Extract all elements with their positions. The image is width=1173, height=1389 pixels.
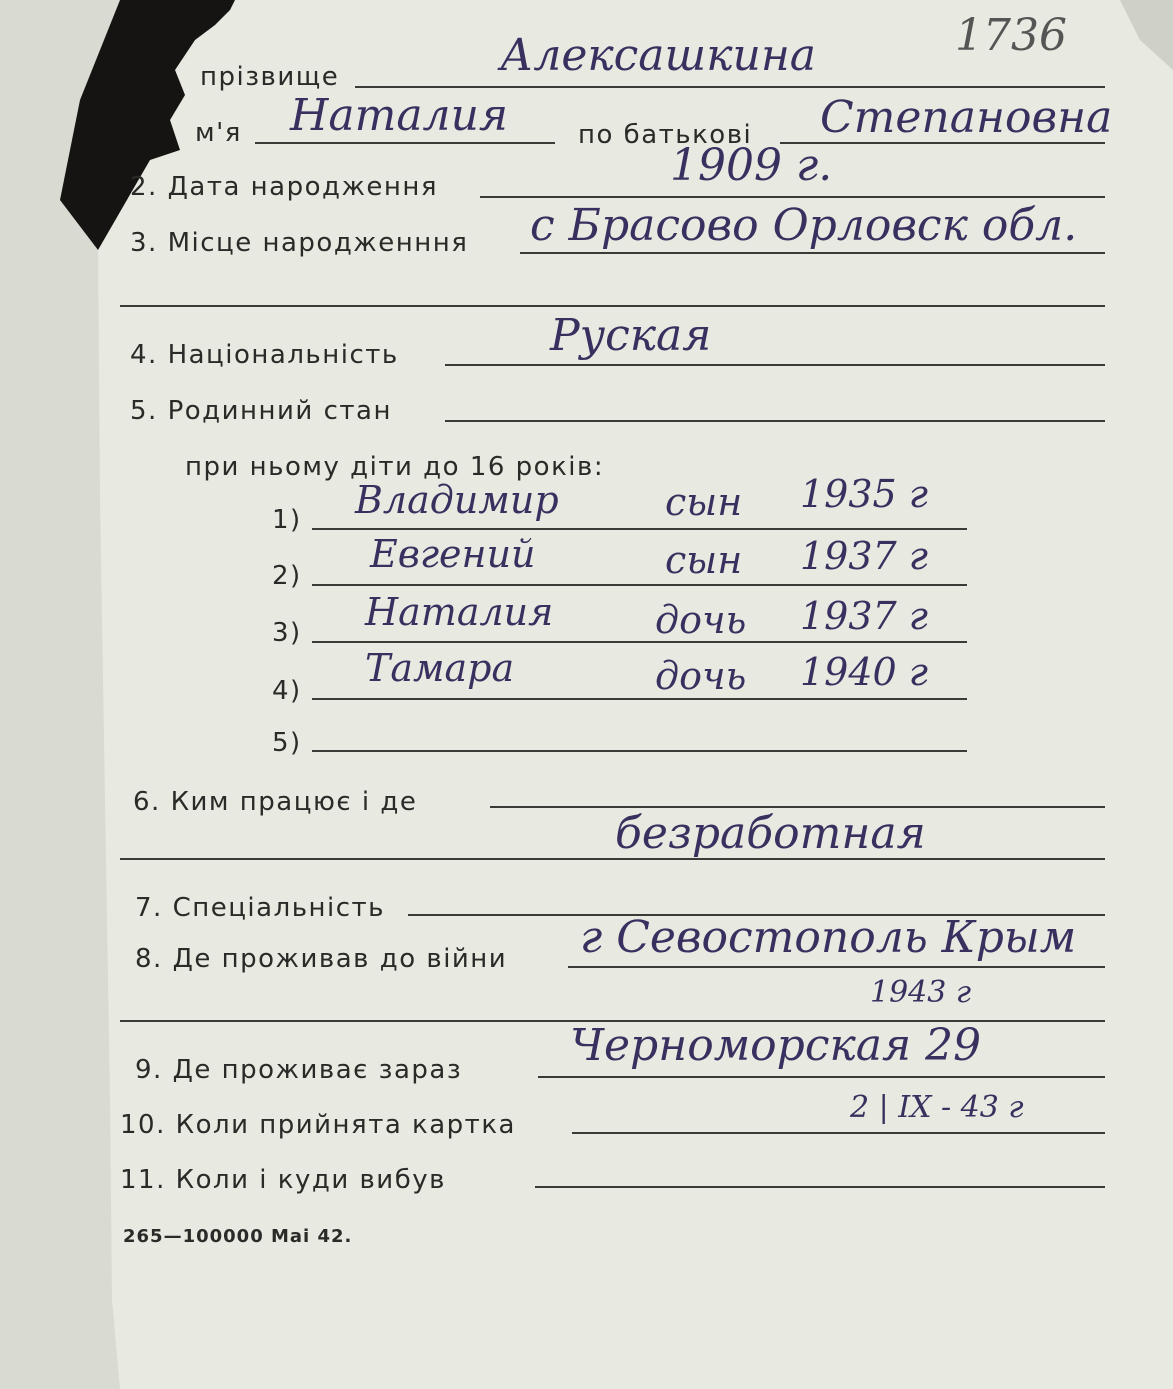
patronymic-label: по батькові [578,120,753,150]
child-4-label: 4) [272,676,302,706]
departure-label: 11. Коли і куди вибув [120,1165,446,1195]
children-label: при ньому діти до 16 років: [185,452,605,482]
card-accepted-line [572,1132,1105,1134]
family-status-line [445,420,1105,422]
surname-value: Алексашкина [500,30,817,81]
occupation-line-2 [120,858,1105,860]
occupation-label: 6. Ким працює і де [133,787,418,817]
name-value: Наталия [290,90,509,141]
birth-date-value: 1909 г. [670,140,833,191]
birth-place-label: 3. Місце народженння [130,228,469,258]
birth-place-line [520,252,1105,254]
child-1-label: 1) [272,505,302,535]
child-2-relation: сын [665,538,743,582]
child-1-year: 1935 г [800,472,928,516]
specialty-label: 7. Спеціальність [135,893,386,923]
surname-label: прізвище [200,62,340,92]
child-3-line [312,641,967,643]
birth-date-line [480,196,1105,198]
current-residence-label: 9. Де проживає зараз [135,1055,463,1085]
card-number: 1736 [955,10,1067,61]
birth-date-label: 2. Дата народження [130,172,439,202]
child-3-label: 3) [272,618,302,648]
child-5-line [312,750,967,752]
child-2-year: 1937 г [800,534,928,578]
nationality-label: 4. Національність [130,340,399,370]
name-line [255,142,555,144]
child-4-line [312,698,967,700]
nationality-value: Руская [550,310,712,361]
departure-line [535,1186,1105,1188]
birth-place-value: с Брасово Орловск обл. [530,200,1078,251]
card-accepted-value: 2 | IX - 43 г [850,1090,1024,1125]
child-5-label: 5) [272,728,302,758]
surname-line [355,86,1105,88]
current-residence-value: Черноморская 29 [570,1020,982,1071]
child-4-name: Тамара [365,646,515,690]
child-4-year: 1940 г [800,650,928,694]
name-label: м'я [195,118,242,148]
prewar-residence-value: г Севостополь Крым [580,912,1077,963]
patronymic-value: Степановна [820,92,1113,143]
child-2-name: Евгений [370,532,536,576]
child-1-relation: сын [665,480,743,524]
prewar-residence-label: 8. Де проживав до війни [135,944,508,974]
child-4-relation: дочь [655,654,747,698]
prewar-residence-line [568,966,1105,968]
child-3-relation: дочь [655,598,747,642]
child-3-year: 1937 г [800,594,928,638]
birth-place-line-2 [120,305,1105,307]
child-2-label: 2) [272,561,302,591]
nationality-line [445,364,1105,366]
current-residence-year: 1943 г [870,975,972,1010]
occupation-value: безработная [615,808,926,859]
family-status-label: 5. Родинний стан [130,396,392,426]
card-accepted-label: 10. Коли прийнята картка [120,1110,516,1140]
child-1-line [312,528,967,530]
child-2-line [312,584,967,586]
current-residence-line [538,1076,1105,1078]
child-1-name: Владимир [355,478,559,522]
child-3-name: Наталия [365,590,554,634]
print-run-footer: 265—100000 Mai 42. [123,1226,353,1247]
